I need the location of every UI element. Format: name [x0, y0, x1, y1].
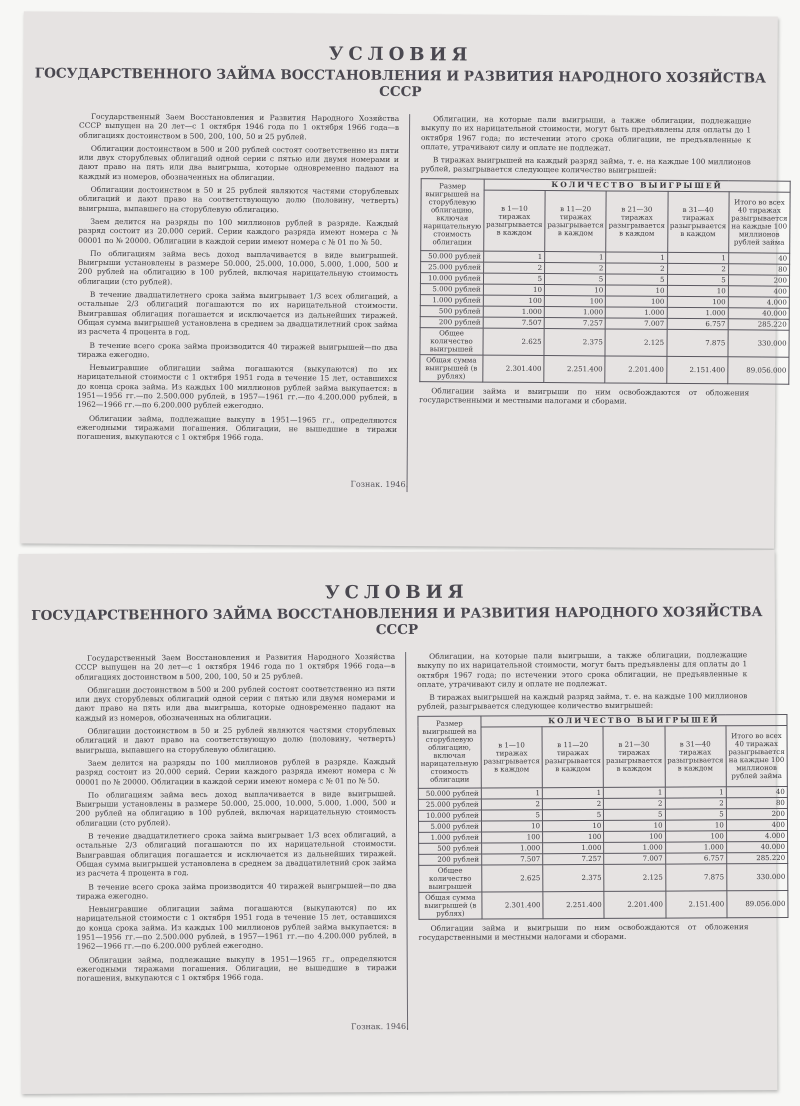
row-label: 50.000 рублей: [418, 788, 481, 799]
row-label: 5.000 рублей: [418, 821, 481, 832]
left-column: [75, 652, 397, 987]
table-cell: 2: [667, 263, 728, 274]
table-cell: 330.000: [728, 330, 789, 357]
table-cell: 7.007: [605, 318, 666, 329]
table-header-draws: в 1—10 тиражах разыгрывается в каждом: [484, 190, 546, 251]
table-cell: 7.875: [665, 864, 726, 891]
table-cell: 40.000: [728, 308, 789, 319]
table-cell: 2: [604, 798, 665, 809]
loan-conditions-sheet-bottom: [19, 550, 786, 1094]
table-cell: 2.251.400: [544, 355, 605, 382]
table-total-count-row: [419, 863, 788, 892]
right-paragraph: В тиражах выигрышей на каждый разряд займа, т. е. на каждые 100 миллионов рублей, разыгрывается следующее количество выигрышей:: [420, 155, 751, 176]
table-cell: 2.125: [604, 864, 665, 891]
row-label: 500 рублей: [420, 305, 483, 316]
table-cell: 10: [483, 284, 544, 295]
table-cell: 100: [604, 831, 665, 842]
table-cell: 1.000: [481, 843, 542, 854]
sheet-subtitle: ГОСУДАРСТВЕННОГО ЗАЙМА ВОССТАНОВЛЕНИЯ И РАЗВИТИЯ НАРОДНОГО ХОЗЯЙСТВА СССР: [34, 65, 767, 101]
table-cell: 80: [728, 264, 789, 275]
left-paragraph: Невыигравшие облигации займа погашаются (выкупаются) по их нарицательной стоимости с 1 октября 1951 года в течение 15 лет, оставшихся до конца срока займа. Из каждых 100 миллионов рублей займа выкупается: в 1951—1956 гг.—по 2.500.000 рублей, в 1957—1961 гг.—по 4.200.000 рублей, в 1962—1966 гг.—по 6.200.000 рублей ежегодно.: [77, 362, 398, 411]
table-cell: 2.301.400: [483, 355, 544, 382]
table-cell: 2.125: [605, 329, 666, 356]
tax-exemption-note: Облигации займа и выигрыши по ним освобождаются от обложения государственными и местными налогами и сборами.: [419, 386, 750, 406]
table-cell: 200: [726, 808, 787, 819]
right-column: [419, 114, 788, 407]
table-header-draws: в 31—40 тиражах разыгрывается в каждом: [665, 726, 727, 787]
table-cell: 400: [726, 819, 787, 830]
row-label: Общее количество выигрышей: [420, 327, 483, 354]
table-cell: 2: [481, 799, 542, 810]
printer-mark: Гознак. 1946.: [350, 479, 409, 490]
left-paragraph: Облигации займа, подлежащие выкупу в 1951—1965 гг., определяются ежегодными тиражами погашения. Облигации, не вышедшие в тиражи погашения, выкупаются с 1 октября 1966 года.: [76, 413, 398, 443]
table-cell: 2: [542, 798, 603, 809]
table-header-total: Итого во всех 40 тиражах разыгрывается на каждые 100 миллионов рублей займа: [726, 725, 788, 786]
table-cell: 100: [544, 295, 605, 306]
table-cell: 5: [483, 273, 544, 284]
left-paragraph: Заем делится на разряды по 100 миллионов рублей в разряде. Каждый разряд состоит из 20.000 серий. Серии каждого разряда имеют номера с № 00001 по № 20000. Облигации в каждой серии имеют номера с № 01 по № 50.: [75, 756, 396, 787]
left-paragraph: Невыигравшие облигации займа погашаются (выкупаются) по их нарицательной стоимости с 1 октября 1951 года в течение 15 лет, оставшихся до конца срока займа. Из каждых 100 миллионов рублей займа выкупается: в 1951—1956 гг.—по 2.500.000 рублей, в 1957—1961 гг.—по 4.200.000 рублей, в 1962—1966 гг.—по 6.200.000 рублей ежегодно.: [76, 903, 397, 951]
table-cell: 2.625: [482, 865, 543, 892]
table-cell: 2.151.400: [666, 356, 727, 383]
table-cell: 285.220: [726, 852, 787, 863]
table-cell: 5: [667, 274, 728, 285]
table-cell: 2.251.400: [543, 891, 604, 918]
table-cell: 89.056.000: [727, 890, 788, 917]
table-header-draws: в 21—30 тиражах разыгрывается в каждом: [606, 191, 668, 252]
table-cell: 5: [606, 274, 667, 285]
table-cell: 1.000: [483, 306, 544, 317]
table-cell: 1.000: [606, 307, 667, 318]
table-header-group: КОЛИЧЕСТВО ВЫИГРЫШЕЙ: [481, 714, 787, 727]
loan-conditions-sheet-top: [20, 11, 788, 548]
left-paragraph: В течение всего срока займа производится 40 тиражей выигрышей—по два тиража ежегодно.: [76, 880, 397, 901]
left-column: [77, 112, 399, 448]
table-cell: 2.625: [483, 328, 544, 355]
left-paragraph: Облигации займа, подлежащие выкупу в 1951—1965 гг., определяются ежегодными тиражами погашения. Облигации, не вышедшие в тиражи погашения, выкупаются с 1 октября 1966 года.: [76, 953, 397, 983]
table-total-sum-row: [420, 354, 789, 384]
table-cell: 5: [665, 809, 726, 820]
table-cell: 2: [606, 263, 667, 274]
table-cell: 2: [665, 798, 726, 809]
row-label: 25.000 рублей: [418, 799, 481, 810]
table-cell: 10: [544, 284, 605, 295]
right-paragraph: Облигации, на которые пали выигрыши, а также облигации, подлежащие выкупу по их нарицательной стоимости, могут быть предъявлены для оплаты до 1 октября 1967 года; по истечении этого срока облигации, не предъявленные к оплате, утрачивают силу и оплате не подлежат.: [420, 114, 752, 153]
table-cell: 4.000: [728, 297, 789, 308]
table-cell: 200: [728, 275, 789, 286]
table-cell: 1: [667, 252, 728, 263]
row-label: 10.000 рублей: [418, 810, 481, 821]
table-cell: 7.007: [604, 853, 665, 864]
table-cell: 4.000: [726, 830, 787, 841]
winnings-table: [419, 178, 790, 385]
table-cell: 1: [665, 787, 726, 798]
table-cell: 100: [665, 831, 726, 842]
tax-exemption-note: Облигации займа и выигрыши по ним освобождаются от обложения государственными и местными налогами и сборами.: [418, 921, 749, 942]
table-total-count-row: [420, 327, 789, 357]
row-label: Общая сумма выигрышей (в рублях): [420, 354, 483, 381]
table-cell: 400: [728, 286, 789, 297]
column-divider: [405, 652, 408, 1030]
row-label: Общее количество выигрышей: [419, 865, 482, 892]
left-paragraph: По облигациям займа весь доход выплачивается в виде выигрышей. Выигрыши установлены в размере 50.000, 25.000, 10.000, 5.000, 1.000, 500 и 200 рублей на облигацию в 100 рублей, включая нарицательную стоимость облигации (сто рублей).: [77, 248, 399, 287]
right-paragraph: Облигации, на которые пали выигрыши, а также облигации, подлежащие выкупу по их нарицательной стоимости, могут быть предъявлены для оплаты до 1 октября 1967 года; по истечении этого срока облигации, не предъявленные к оплате, утрачивают силу и оплате не подлежат.: [417, 650, 748, 689]
table-total-sum-row: [419, 890, 788, 919]
left-paragraph: Заем делится на разряды по 100 миллионов рублей в разряде. Каждый разряд состоит из 20.000 серий. Серии каждого разряда имеют номера с № 00001 по № 20000. Облигации в каждой серии имеют номера с № 01 по № 50.: [78, 216, 399, 247]
table-cell: 285.220: [728, 319, 789, 330]
table-cell: 5: [481, 810, 542, 821]
table-cell: 7.507: [481, 854, 542, 865]
table-header-total: Итого во всех 40 тиражах разыгрывается на каждые 100 миллионов рублей займа: [728, 192, 790, 253]
left-paragraph: В течение всего срока займа производится 40 тиражей выигрышей—по два тиража ежегодно.: [77, 340, 398, 360]
left-paragraph: Облигации достоинством в 500 и 200 рублей состоят соответственно из пяти или двух сторублевых облигаций одной серии с пятью или двумя номерами и дают право на пять или два выигрыша, которые одновременно падают на каждый из номеров, обозначенных на облигации.: [75, 683, 396, 723]
table-cell: 5: [542, 809, 603, 820]
table-cell: 100: [483, 295, 544, 306]
table-cell: 10: [665, 820, 726, 831]
printer-mark: Гознак. 1946.: [351, 1021, 409, 1032]
table-cell: 10: [604, 820, 665, 831]
table-cell: 1.000: [667, 307, 728, 318]
table-cell: 2.375: [544, 328, 605, 355]
left-paragraph: В течение двадцатилетнего срока займа выигрывает 1/3 всех облигаций, а остальные 2/3 облигаций погашаются по их нарицательной стоимости. Выигравшая облигация погашается и исключается из дальнейших тиражей. Общая сумма выигрышей установлена в среднем за двадцатилетний срок займа из расчета 4 процента в год.: [76, 830, 397, 878]
table-cell: 10: [606, 285, 667, 296]
table-header-draws: в 1—10 тиражах разыгрывается в каждом: [481, 727, 543, 788]
right-paragraph: В тиражах выигрышей на каждый разряд займа, т. е. на каждые 100 миллионов рублей, разыгрывается следующее количество выигрышей:: [417, 691, 748, 712]
table-cell: 7.875: [666, 329, 727, 356]
table-cell: 89.056.000: [728, 357, 789, 384]
table-cell: 1: [481, 788, 542, 799]
table-header-draws: в 31—40 тиражах разыгрывается в каждом: [667, 191, 729, 252]
table-header-draws: в 21—30 тиражах разыгрывается в каждом: [603, 726, 665, 787]
row-label: 5.000 рублей: [420, 283, 483, 294]
table-cell: 2.151.400: [665, 891, 726, 918]
row-label: 200 рублей: [420, 316, 483, 327]
table-cell: 100: [667, 296, 728, 307]
left-paragraph: По облигациям займа весь доход выплачивается в виде выигрышей. Выигрыши установлены в размере 50.000, 25.000, 10.000, 5.000, 1.000, 500 и 200 рублей на облигацию в 100 рублей, включая нарицательную стоимость облигации (сто рублей).: [75, 788, 396, 828]
table-cell: 6.757: [667, 318, 728, 329]
table-cell: 2: [545, 262, 606, 273]
left-paragraph: Облигации достоинством в 500 и 200 рублей состоят соответственно из пяти или двух сторублевых облигаций одной серии с пятью или двумя номерами и дают право на пять или два выигрыша, которые одновременно падают на каждый из номеров, обозначенных на облигации.: [78, 143, 399, 182]
left-paragraph: Государственный Заем Восстановления и Развития Народного Хозяйства СССР выпущен на 20 лет—с 1 октября 1946 года по 1 октября 1966 года—в облигациях достоинством в 500, 200, 100, 50 и 25 рублей.: [78, 111, 400, 141]
table-cell: 1: [483, 251, 544, 262]
table-cell: 1.000: [665, 842, 726, 853]
table-cell: 40.000: [726, 841, 787, 852]
table-header-draws: в 11—20 тиражах разыгрывается в каждом: [542, 726, 604, 787]
table-cell: 7.257: [543, 853, 604, 864]
table-cell: 1.000: [604, 842, 665, 853]
table-cell: 1.000: [543, 842, 604, 853]
table-cell: 80: [726, 797, 787, 808]
sheet-title: УСЛОВИЯ: [324, 581, 469, 604]
row-label: 200 рублей: [419, 854, 482, 865]
table-cell: 100: [481, 832, 542, 843]
left-paragraph: В течение двадцатилетнего срока займа выигрывает 1/3 всех облигаций, а остальные 2/3 облигаций погашаются по их нарицательной стоимости. Выигравшая облигация погашается и исключается из дальнейших тиражей. Общая сумма выигрышей установлена в среднем за двадцатилетний срок займа из расчета 4 процента в год.: [77, 289, 398, 337]
table-cell: 1: [604, 787, 665, 798]
table-cell: 2.301.400: [482, 892, 543, 919]
table-header-size: Размер выигрышей на сторублевую облигацию, включая нарицательную стоимость облигации: [418, 716, 481, 788]
left-paragraph: Государственный Заем Восстановления и Развития Народного Хозяйства СССР выпущен на 20 лет—с 1 октября 1946 года по 1 октября 1966 года—в облигациях достоинством в 500, 200, 100, 50 и 25 рублей.: [75, 652, 396, 682]
row-label: 1.000 рублей: [419, 832, 482, 843]
winnings-table: [417, 714, 788, 920]
left-paragraph: Облигации достоинством в 50 и 25 рублей являются частями сторублевых облигаций и дают право на соответствующую долю (половину, четверть) выигрыша, выпавшего на сторублевую облигацию.: [75, 725, 396, 755]
row-label: Общая сумма выигрышей (в рублях): [419, 892, 482, 919]
table-cell: 2.201.400: [604, 891, 665, 918]
table-cell: 1: [606, 252, 667, 263]
column-divider: [407, 114, 411, 492]
table-cell: 1: [545, 251, 606, 262]
table-cell: 2.201.400: [605, 356, 666, 383]
table-header-draws: в 11—20 тиражах разыгрывается в каждом: [545, 190, 607, 251]
table-cell: 10: [481, 821, 542, 832]
row-label: 500 рублей: [419, 843, 482, 854]
table-header-size: Размер выигрышей на сторублевую облигацию, включая нарицательную стоимость облигации: [421, 178, 484, 250]
row-label: 1.000 рублей: [420, 294, 483, 305]
table-cell: 2: [483, 262, 544, 273]
table-cell: 10: [667, 285, 728, 296]
row-label: 25.000 рублей: [421, 261, 484, 272]
row-label: 10.000 рублей: [420, 272, 483, 283]
table-cell: 7.257: [544, 317, 605, 328]
table-cell: 2.375: [543, 864, 604, 891]
table-cell: 100: [606, 296, 667, 307]
sheet-title: УСЛОВИЯ: [328, 43, 473, 66]
row-label: 50.000 рублей: [421, 250, 484, 261]
right-column: [417, 650, 786, 942]
table-cell: 1.000: [544, 306, 605, 317]
left-paragraph: Облигации достоинством в 50 и 25 рублей являются частями сторублевых облигаций и дают право на соответствующую долю (половину, четверть) выигрыша, выпавшего на сторублевую облигацию.: [78, 184, 399, 214]
table-cell: 40: [728, 253, 789, 264]
table-cell: 5: [545, 273, 606, 284]
table-cell: 40: [726, 786, 787, 797]
table-header-group: КОЛИЧЕСТВО ВЫИГРЫШЕЙ: [484, 179, 790, 192]
table-cell: 100: [543, 831, 604, 842]
table-cell: 5: [604, 809, 665, 820]
table-cell: 10: [543, 820, 604, 831]
table-cell: 7.507: [483, 317, 544, 328]
table-cell: 6.757: [665, 853, 726, 864]
table-cell: 1: [542, 787, 603, 798]
table-cell: 330.000: [726, 863, 787, 890]
sheet-subtitle: ГОСУДАРСТВЕННОГО ЗАЙМА ВОССТАНОВЛЕНИЯ И РАЗВИТИЯ НАРОДНОГО ХОЗЯЙСТВА СССР: [31, 604, 763, 639]
